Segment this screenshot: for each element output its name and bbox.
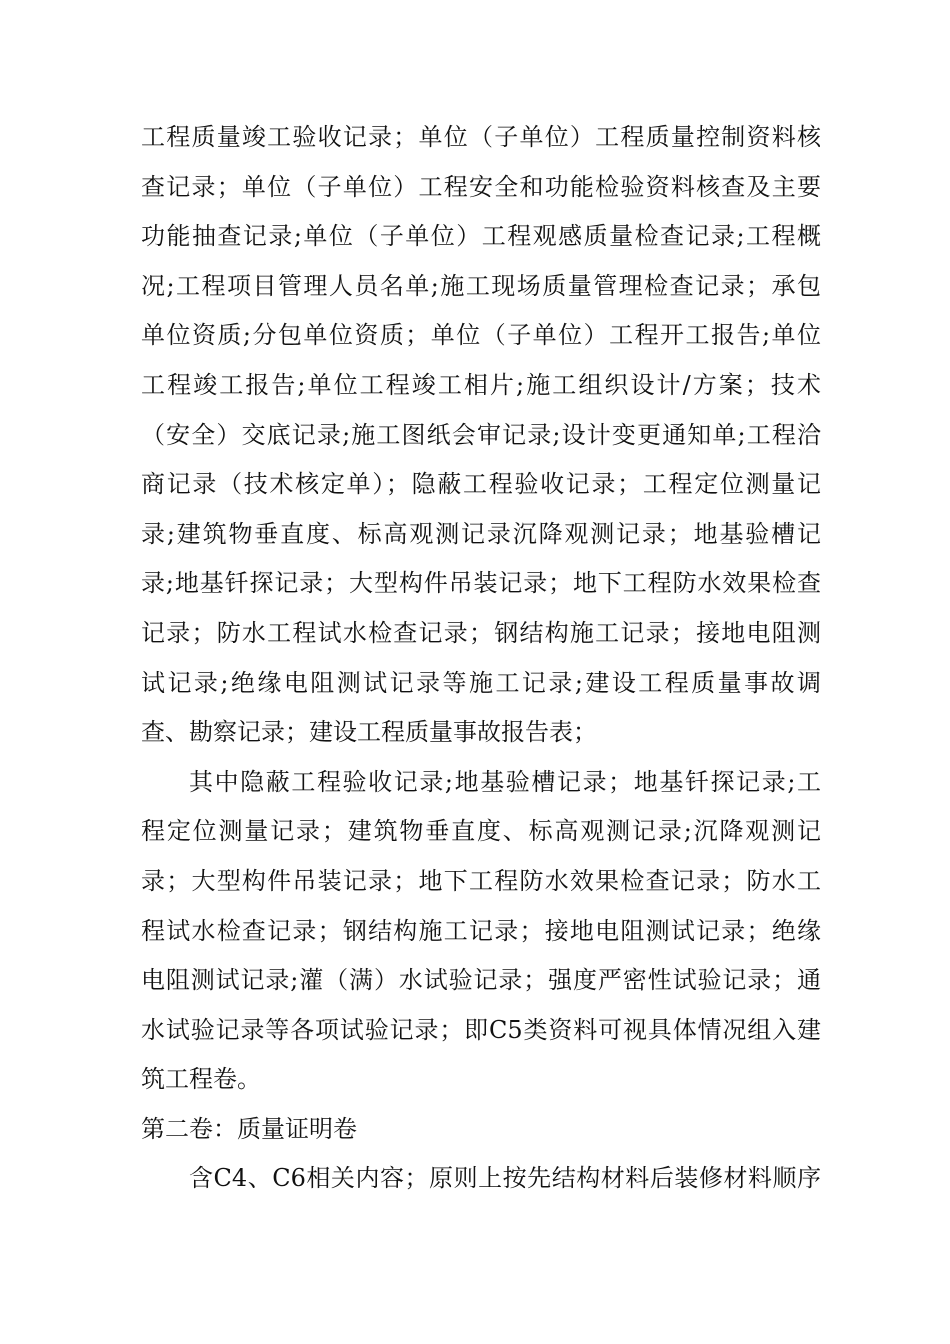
text-line: 筑工程卷。 bbox=[141, 1065, 261, 1094]
text-line: 录；大型构件吊装记录；地下工程防水效果检查记录；防水工 bbox=[141, 866, 821, 895]
text-line: 单位资质;分包单位资质；单位（子单位）工程开工报告;单位 bbox=[141, 321, 821, 350]
text-line: 程试水检查记录；钢结构施工记录；接地电阻测试记录；绝缘 bbox=[141, 916, 821, 945]
text-line: 况;工程项目管理人员名单;施工现场质量管理检查记录；承包 bbox=[141, 271, 821, 300]
paragraph-test-records bbox=[141, 758, 821, 1105]
paragraph-quality-proof bbox=[141, 1154, 821, 1204]
text-line: 查、勘察记录；建设工程质量事故报告表； bbox=[141, 718, 597, 747]
text-line: 功能抽查记录;单位（子单位）工程观感质量检查记录;工程概 bbox=[141, 222, 821, 251]
text-line: 录;地基钎探记录；大型构件吊装记录；地下工程防水效果检查 bbox=[141, 569, 821, 598]
text-line: 水试验记录等各项试验记录；即C5类资料可视具体情况组入建 bbox=[141, 1015, 821, 1044]
text-line: 记录；防水工程试水检查记录；钢结构施工记录；接地电阻测 bbox=[141, 618, 821, 647]
text-line: 程定位测量记录；建筑物垂直度、标高观测记录;沉降观测记 bbox=[141, 817, 821, 846]
text-line: 含C4、C6相关内容；原则上按先结构材料后装修材料顺序 bbox=[189, 1164, 821, 1193]
text-line: 工程竣工报告;单位工程竣工相片;施工组织设计/方案；技术 bbox=[141, 370, 821, 399]
text-line: 录;建筑物垂直度、标高观测记录沉降观测记录；地基验槽记 bbox=[141, 519, 821, 548]
text-line: 试记录;绝缘电阻测试记录等施工记录;建设工程质量事故调 bbox=[141, 668, 821, 697]
text-line: 查记录；单位（子单位）工程安全和功能检验资料核查及主要 bbox=[141, 172, 821, 201]
text-line: 商记录（技术核定单）；隐蔽工程验收记录；工程定位测量记 bbox=[141, 470, 821, 499]
text-line: 工程质量竣工验收记录；单位（子单位）工程质量控制资料核 bbox=[141, 123, 821, 151]
paragraph-records-list bbox=[141, 113, 821, 758]
document-body bbox=[141, 113, 821, 1204]
text-line: 电阻测试记录;灌（满）水试验记录；强度严密性试验记录；通 bbox=[141, 966, 821, 995]
text-line: （安全）交底记录;施工图纸会审记录;设计变更通知单;工程洽 bbox=[141, 420, 821, 449]
text-line: 其中隐蔽工程验收记录;地基验槽记录；地基钎探记录;工 bbox=[189, 767, 821, 796]
section-heading: 第二卷：质量证明卷 bbox=[141, 1114, 357, 1143]
